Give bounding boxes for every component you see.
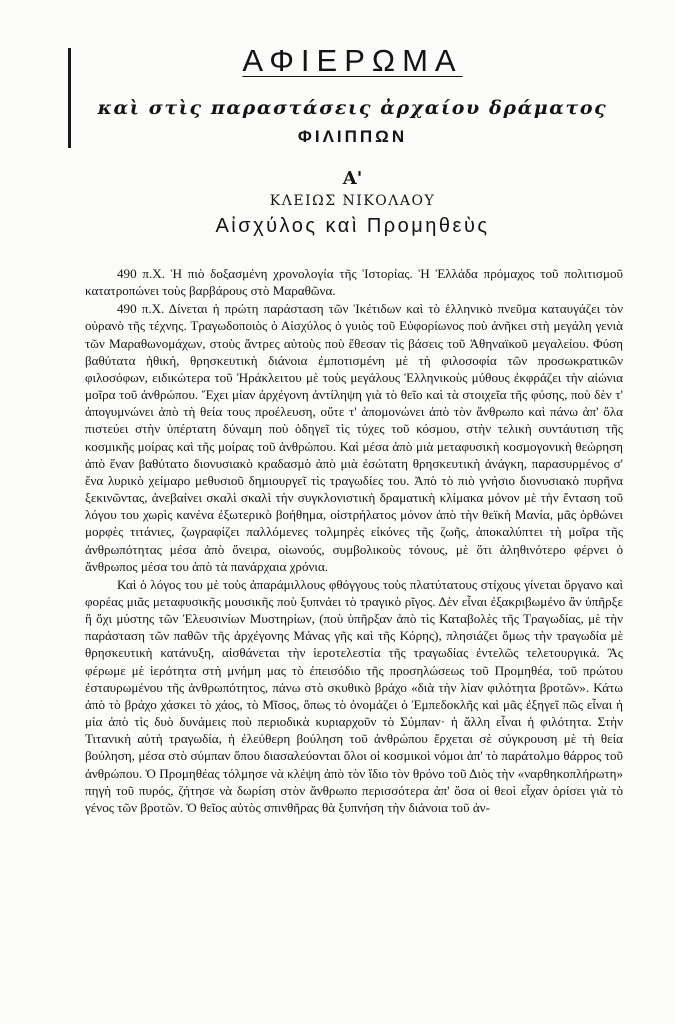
left-margin-rule	[68, 48, 71, 148]
article-heading	[80, 168, 625, 239]
paragraph: 490 π.Χ. Ἡ πιὸ δοξασμένη χρονολογία τῆς Ἱστορίας. Ἡ Ἑλλάδα πρόμαχος τοῦ πολιτισμοῦ κατατροπώνει τοὺς βαρβάρους στὸ Μαραθῶνα.	[85, 266, 623, 299]
dedication-subtitle: καὶ στὶς παραστάσεις ἀρχαίου δράματος	[97, 97, 608, 119]
article-body	[85, 265, 623, 816]
article-title: Αἰσχύλος καὶ Προμηθεὺς	[215, 215, 490, 237]
paragraph: Καὶ ὁ λόγος του μὲ τοὺς ἀπαράμιλλους φθόγγους τοὺς πλατύτατους στίχους γίνεται ὄργανο καὶ φορέας μιᾶς μεταφυσικῆς μουσικῆς ποὺ ξυπνάει τὸ τραγικὸ ρῖγος. Δὲν εἶναι ἐξακριβωμένο ἂν ὑπῆρξε ἢ ὄχι μύστης τῶν Ἐλευσινίων Μυστηρίων, (ποὺ ὑπῆρξαν ἀπὸ τὶς Καταβολὲς τῆς Τραγωδίας, μὲ τὴν παράσταση τῶν παθῶν τῆς ἀρχέγονης Μάνας γῆς καὶ τῆς Κόρης), πλησιάζει ὅμως τὴν τραγωδία μὲ θρησκευτικὴ κατάνυξη, αἰσθάνεται τὴν ἱεροτελεστία τῆς τραγωδίας ἐντελῶς τελετουργικά. Ἂς φέρωμε μὲ ἱερότητα στὴ μνήμη μας τὸ ἐπεισόδιο τῆς προσηλώσεως τοῦ Προμηθέα, τοῦ πρώτου ἐσταυρωμένου τῆς ἀνθρωπότητος, πάνω στὸ σκυθικὸ βράχο «διὰ τὴν λίαν φιλότητα βροτῶν». Κάτω ἀπὸ τὸ βράχο χάσκει τὸ χάος, τὸ Μῖσος, ὅπως τὸ ὀνομάζει ὁ Ἐμπεδοκλῆς καὶ μᾶς ἐξηγεῖ πῶς εἶναι ἡ μία ἀπὸ τὶς δυὸ δυνάμεις ποὺ περιοδικὰ κυριαρχοῦν τὸ Σύμπαν· ἡ ἄλλη εἶναι ἡ φιλότητα. Στὴν Τιτανικὴ αὐτὴ τραγωδία, ἡ ἐλεύθερη βούληση τοῦ ἀνθρώπου ἔρχεται σὲ σύγκρουση μὲ τὴ θεία βούληση, μέσα στὸ σύμπαν ὅπου διασαλεύονται ὅλοι οἱ κοσμικοὶ νόμοι ἀπ' τὸ παράτολμο θάρρος τοῦ ἀνθρώπου. Ὁ Προμηθέας τόλμησε νὰ κλέψη ἀπὸ τὸν ἴδιο τὸν θρόνο τοῦ Διὸς τὴν «ναρθηκοπλήρωτη» πηγὴ τοῦ πυρός, ζήτησε νὰ δωρίση στὸν ἄνθρωπο περισσότερα ἀπ' ὅσα οἱ θεοὶ εἶχαν ὁρίσει γιὰ τὸ γένος τῶν βροτῶν. Ὁ θεῖος αὐτὸς σπινθῆρας θὰ ξυπνήση τὴν διάνοια τοῦ ἀν-	[85, 576, 623, 815]
dedication-title: ΑΦΙΕΡΩΜΑ	[242, 43, 463, 78]
dedication-header	[80, 44, 625, 148]
dedication-city: ΦΙΛΙΠΠΩΝ	[297, 127, 408, 146]
paragraph: 490 π.Χ. Δίνεται ἡ πρώτη παράσταση τῶν Ἱκέτιδων καὶ τὸ ἑλληνικὸ πνεῦμα καταυγάζει τὸν οὐρανὸ τῆς τέχνης. Τραγωδοποιὸς ὁ Αἰσχύλος ὁ γυιὸς τοῦ Εὐφορίωνος ποὺ ἀνῆκει στὴ μεγάλη γενιὰ τῶν Μαραθωνομάχων, στοὺς ἄντρες αὐτοὺς ποὺ ἔθεσαν τὶς βάσεις τοῦ Ἀθηναϊκοῦ μεγαλείου. Φύση βαθύτατα ἠθική, θρησκευτικὴ διάνοια ἐμποτισμένη μὲ τὴ φιλοσοφία τῶν προσωκρατικῶν φιλοσόφων, ειδικώτερα τοῦ Ἡράκλειτου μὲ τοὺς μεγάλους Ἑλληνικοὺς μύθους ἐκφράζει τὴν αἰώνια μοῖρα τοῦ ἀνθρώπου. Ἔχει μίαν ἀρχέγονη ἀντίληψη γιὰ τὸ θεῖο καὶ τὰ στοιχεῖα τῆς φύσης, ποὺ δὲν τ' ἀπογυμνώνει ἀπὸ τὴ θεία τους προέλευση, οὔτε τ' ἀπομονώνει ἀπὸ τὸν ἄνθρωπο καὶ πάνω ἀπ' ὅλα πιστεύει στὴν ὑπέρτατη δύναμη ποὺ ὁδηγεῖ τὶς τύχες τοῦ κόσμου, στὴν τελικὴ συντάυτιση τῆς κοσμικῆς μοίρας καὶ τῆς μοίρας τοῦ ἀνθρώπου. Καὶ μέσα ἀπὸ μιὰ μεταφυσικὴ κοσμογονικὴ θεώρηση ἀπὸ ἕναν βαθύτατο διονυσιακὸ κραδασμὸ ἀπὸ μιὰ ἐσώτατη θρησκευτικὴ ἀνάγκη, παρασυρμένος σ' ἕνα λυρικὸ χείμαρο μεθυσιοῦ δημιουργεῖ τὶς τραγωδίες του. Ἀπὸ τὸ πιὸ γνήσιο διονυσιακὸ πυρῆνα ξεκινῶντας, ἀνεβαίνει σκαλὶ σκαλὶ τὴν συγκλονιστικὴ δραματικὴ κλίμακα μόνον μὲ τὴν ἔνταση τοῦ λόγου του χωρὶς κανένα ἐξωτερικὸ βοήθημα, οἰστρήλατος μόνον ἀπὸ τὴν θεϊκὴ Μανία, μᾶς ὀρθώνει μορφὲς τιτάνιες, ζωγραφίζει παλλόμενες τολμηρὲς εἰκόνες τῆς ζωῆς, ἀποκαλύπτει τὴ μοῖρα τῆς ἀνθρωπότητας μέσα ἀπὸ ὄνειρα, οἰωνούς, συμβολικοὺς τόνους, μὲ ὅτι ἀληθινότερο φέρνει ὁ ἄνθρωπος μέσα του ἀπὸ τὰ πανάρχαια χρόνια.	[85, 301, 623, 574]
article-author: ΚΛΕΙΩΣ ΝΙΚΟΛΑΟΥ	[269, 193, 436, 209]
article-number: Α'	[342, 168, 363, 189]
